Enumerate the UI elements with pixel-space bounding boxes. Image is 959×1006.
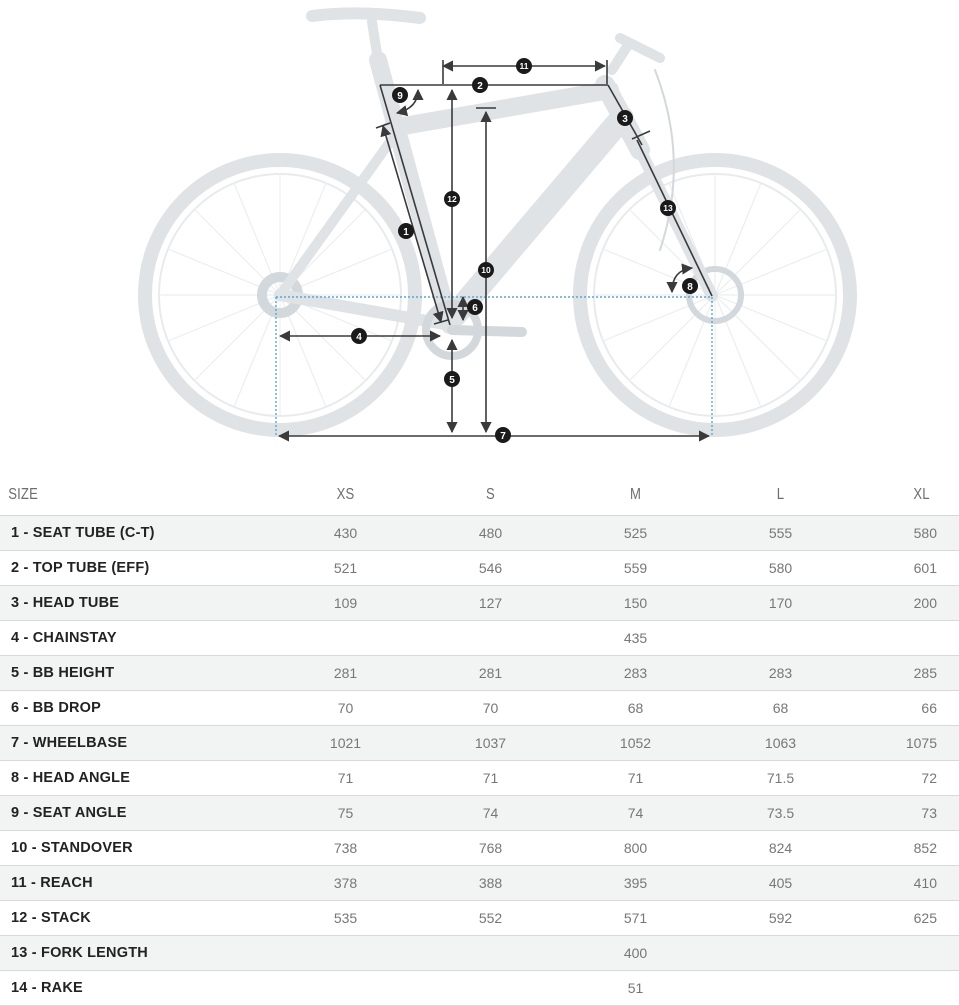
marker-1 <box>398 223 414 239</box>
saddle <box>312 13 420 18</box>
marker-11-label: 11 <box>519 61 529 71</box>
row-label: 5 - BB HEIGHT <box>0 656 273 691</box>
header-xl: XL <box>863 475 950 516</box>
row-value: 109 <box>273 586 418 621</box>
row-value: 525 <box>563 516 708 551</box>
row-value <box>853 621 959 656</box>
marker-7-label: 7 <box>500 431 506 442</box>
table-row <box>0 971 959 1006</box>
row-value: 70 <box>418 691 563 726</box>
row-value: 535 <box>273 901 418 936</box>
row-value: 200 <box>853 586 959 621</box>
row-value: 281 <box>418 656 563 691</box>
bike-silhouette <box>145 13 850 430</box>
row-value: 592 <box>708 901 853 936</box>
row-value: 283 <box>563 656 708 691</box>
row-label: 7 - WHEELBASE <box>0 726 273 761</box>
header-m: M <box>576 475 695 516</box>
row-value: 1075 <box>853 726 959 761</box>
row-value: 768 <box>418 831 563 866</box>
table-row <box>0 691 959 726</box>
row-value <box>853 936 959 971</box>
table-row <box>0 656 959 691</box>
row-value: 1021 <box>273 726 418 761</box>
marker-10 <box>478 262 494 278</box>
row-value: 75 <box>273 796 418 831</box>
marker-9-label: 9 <box>397 91 403 102</box>
row-value <box>273 621 418 656</box>
row-value: 480 <box>418 516 563 551</box>
row-value: 559 <box>563 551 708 586</box>
row-label: 1 - SEAT TUBE (C-T) <box>0 516 273 551</box>
row-value: 395 <box>563 866 708 901</box>
row-value: 170 <box>708 586 853 621</box>
marker-1-label: 1 <box>403 227 409 238</box>
row-value: 521 <box>273 551 418 586</box>
row-label: 10 - STANDOVER <box>0 831 273 866</box>
row-label: 8 - HEAD ANGLE <box>0 761 273 796</box>
bike-geometry-diagram <box>0 0 959 460</box>
row-value: 388 <box>418 866 563 901</box>
row-value: 71 <box>418 761 563 796</box>
marker-6 <box>467 299 483 315</box>
row-label: 9 - SEAT ANGLE <box>0 796 273 831</box>
row-label: 6 - BB DROP <box>0 691 273 726</box>
marker-9 <box>392 87 408 103</box>
row-value: 571 <box>563 901 708 936</box>
header-xs: XS <box>286 475 405 516</box>
bike-geometry-svg <box>0 0 959 460</box>
marker-8-label: 8 <box>687 282 693 293</box>
row-value: 824 <box>708 831 853 866</box>
row-value <box>708 971 853 1006</box>
row-value <box>418 971 563 1006</box>
marker-12-label: 12 <box>447 194 457 204</box>
top-tube <box>392 90 610 128</box>
table-row <box>0 901 959 936</box>
table-body <box>0 516 959 1006</box>
row-value: 580 <box>853 516 959 551</box>
row-value: 150 <box>563 586 708 621</box>
row-value: 283 <box>708 656 853 691</box>
row-value <box>273 936 418 971</box>
row-value: 68 <box>708 691 853 726</box>
row-value: 66 <box>853 691 959 726</box>
marker-11 <box>516 58 532 74</box>
row-value: 1037 <box>418 726 563 761</box>
row-value: 1063 <box>708 726 853 761</box>
row-value: 852 <box>853 831 959 866</box>
row-label: 2 - TOP TUBE (EFF) <box>0 551 273 586</box>
marker-12 <box>444 191 460 207</box>
table-row <box>0 831 959 866</box>
row-value: 435 <box>563 621 708 656</box>
row-value: 555 <box>708 516 853 551</box>
row-value: 400 <box>563 936 708 971</box>
row-value: 72 <box>853 761 959 796</box>
row-label: 4 - CHAINSTAY <box>0 621 273 656</box>
row-value: 74 <box>563 796 708 831</box>
row-label: 11 - REACH <box>0 866 273 901</box>
row-value <box>708 621 853 656</box>
row-value: 51 <box>563 971 708 1006</box>
row-value: 552 <box>418 901 563 936</box>
table-row <box>0 796 959 831</box>
geometry-table <box>0 475 959 1006</box>
row-value <box>418 621 563 656</box>
marker-3 <box>617 110 633 126</box>
row-value: 285 <box>853 656 959 691</box>
table-row <box>0 726 959 761</box>
row-value: 546 <box>418 551 563 586</box>
header-s: S <box>431 475 550 516</box>
marker-2 <box>472 77 488 93</box>
row-value <box>273 971 418 1006</box>
row-value <box>708 936 853 971</box>
table-row <box>0 551 959 586</box>
table-row <box>0 866 959 901</box>
row-label: 12 - STACK <box>0 901 273 936</box>
marker-7 <box>495 427 511 443</box>
marker-5 <box>444 371 460 387</box>
row-value: 74 <box>418 796 563 831</box>
marker-13 <box>660 200 676 216</box>
header-l: L <box>721 475 840 516</box>
row-value <box>853 971 959 1006</box>
row-value: 71 <box>563 761 708 796</box>
table-row <box>0 516 959 551</box>
row-label: 14 - RAKE <box>0 971 273 1006</box>
marker-3-label: 3 <box>622 114 628 125</box>
row-value: 405 <box>708 866 853 901</box>
marker-4 <box>351 328 367 344</box>
table-row <box>0 621 959 656</box>
marker-5-label: 5 <box>449 375 455 386</box>
row-value: 127 <box>418 586 563 621</box>
table-row <box>0 761 959 796</box>
row-value: 738 <box>273 831 418 866</box>
seatpost <box>372 22 378 60</box>
row-value: 71.5 <box>708 761 853 796</box>
row-value <box>418 936 563 971</box>
marker-8 <box>682 278 698 294</box>
row-label: 13 - FORK LENGTH <box>0 936 273 971</box>
row-value: 1052 <box>563 726 708 761</box>
row-label: 3 - HEAD TUBE <box>0 586 273 621</box>
row-value: 430 <box>273 516 418 551</box>
row-value: 71 <box>273 761 418 796</box>
stem <box>612 45 628 70</box>
row-value: 73.5 <box>708 796 853 831</box>
header-size: SIZE <box>0 475 224 516</box>
row-value: 68 <box>563 691 708 726</box>
row-value: 601 <box>853 551 959 586</box>
row-value: 580 <box>708 551 853 586</box>
marker-6-label: 6 <box>472 303 478 314</box>
row-value: 410 <box>853 866 959 901</box>
table-header-row <box>0 475 959 516</box>
marker-10-label: 10 <box>481 265 491 275</box>
row-value: 378 <box>273 866 418 901</box>
marker-4-label: 4 <box>356 332 362 343</box>
table-row <box>0 936 959 971</box>
row-value: 625 <box>853 901 959 936</box>
marker-2-label: 2 <box>477 81 483 92</box>
marker-13-label: 13 <box>663 203 673 213</box>
row-value: 281 <box>273 656 418 691</box>
row-value: 800 <box>563 831 708 866</box>
row-value: 73 <box>853 796 959 831</box>
row-value: 70 <box>273 691 418 726</box>
table-row <box>0 586 959 621</box>
